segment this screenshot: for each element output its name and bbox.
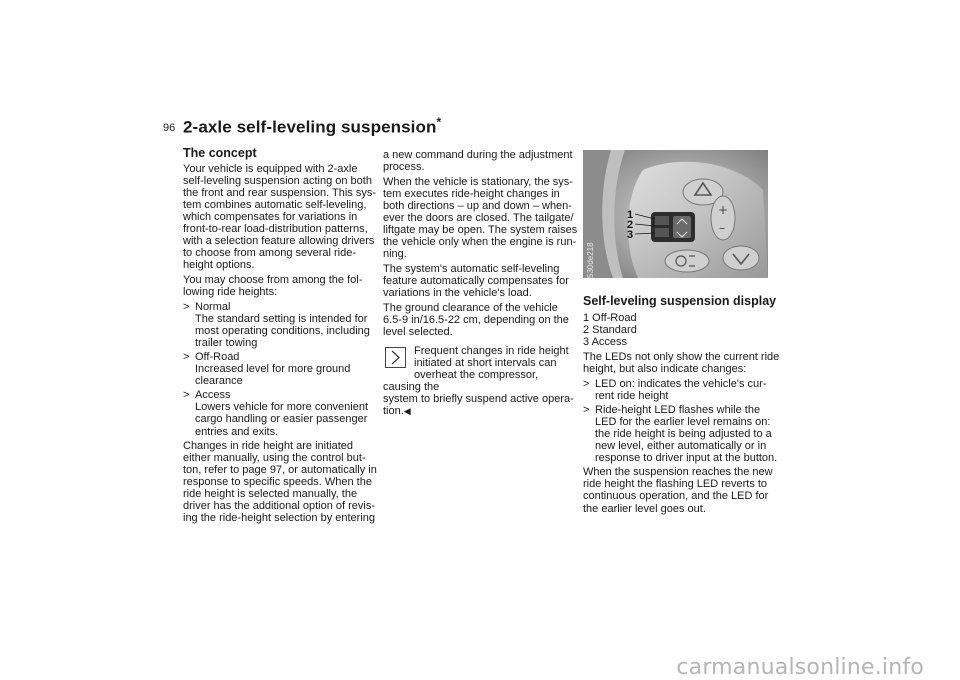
list-item-normal: > Normal The standard setting is intended for most operating conditions, including trailer towing xyxy=(183,300,370,349)
svg-text:–: – xyxy=(719,221,725,235)
page-title xyxy=(183,115,441,138)
changes-paragraph: Changes in ride height are initiated either manually, using the control but- ton, refer to page 97, or automatically in response to specific speeds. When the ride height is selected manually, the driver has the additional option of revis- ing the ride-height selection by entering xyxy=(183,439,377,525)
page-number: 96 xyxy=(163,122,176,134)
end-of-note-icon: ◀ xyxy=(403,406,411,417)
bullet-arrow-icon: > xyxy=(183,351,190,363)
bullet-arrow-icon: > xyxy=(183,300,190,313)
display-item-access: 3 Access xyxy=(583,336,628,349)
final-paragraph: When the suspension reaches the new ride height the flashing LED reverts to continuous operation, and the LED for the earlier level goes out. xyxy=(583,466,773,515)
bullet-arrow-icon: > xyxy=(183,389,190,402)
concept-intro: Your vehicle is equipped with 2-axle self-leveling suspension acting on both the front and rear suspension. This sys- tem combines automatic self-leveling, which compensates for variations in front-to-rear load-distribution patterns, with a selection feature allowing drivers to choose from among several ride- height options. xyxy=(183,162,377,272)
svg-text:+: + xyxy=(718,203,729,217)
leds-paragraph: The LEDs not only show the current ride height, but also indicate changes: xyxy=(583,350,780,375)
bullet-arrow-icon: > xyxy=(583,377,590,390)
steering-wheel-controls-illustration xyxy=(583,150,768,278)
choose-paragraph: You may choose from among the fol- lowing ride heights: xyxy=(183,273,363,299)
section-heading-concept: The concept xyxy=(183,146,257,160)
control-panel-photo xyxy=(583,150,768,278)
section-heading-display: Self-leveling suspension display xyxy=(583,294,777,308)
optional-equipment-star: * xyxy=(436,115,442,129)
column-middle xyxy=(383,149,579,417)
watermark-text: carmanualsonline.info xyxy=(676,655,924,680)
photo-code: 530de218 xyxy=(586,242,595,278)
auto-leveling-paragraph: The system's automatic self-leveling feature automatically compensates for variations in the vehicle's load. xyxy=(383,262,569,300)
adjustment-paragraph: a new command during the adjustment process. xyxy=(383,149,573,174)
caution-note: Frequent changes in ride height initiated at short intervals can overheat the compressor, causing the system to briefly suspend active opera- tion.◀ xyxy=(383,344,574,418)
list-item-led-on: > LED on: indicates the vehicle's cur- rent ride height xyxy=(583,377,767,402)
page-title-text: 2-axle self-leveling suspension xyxy=(183,117,437,137)
note-arrow-icon xyxy=(385,347,406,368)
photo-label-2: 2 xyxy=(627,219,634,231)
display-item-standard: 2 Standard xyxy=(583,324,637,337)
ground-clearance-paragraph: The ground clearance of the vehicle 6.5-9 in/16.5-22 cm, depending on the level selected. xyxy=(383,301,569,338)
stationary-paragraph: When the vehicle is stationary, the sys- tem executes ride-height changes in both directions – up and down – when- ever the doors are closed. The tailgate/ liftgate may be open. The system raises the vehicle only when the engine is run- ning. xyxy=(383,175,578,261)
column-display xyxy=(583,294,781,517)
display-item-off-road: 1 Off-Road xyxy=(583,312,637,325)
list-item-off-road: > Off-Road Increased level for more ground clearance xyxy=(183,351,351,388)
column-concept xyxy=(183,147,378,527)
photo-label-3: 3 xyxy=(627,229,634,241)
photo-label-1: 1 xyxy=(627,209,634,221)
list-item-access: > Access Lowers vehicle for more convenient cargo handling or easier passenger entries and exits. xyxy=(183,389,369,438)
display-items xyxy=(583,312,781,348)
list-item-led-flashes: > Ride-height LED flashes while the LED for the earlier level remains on: the ride height is being adjusted to a new level, either automatically or in response to driver input at the button. xyxy=(583,403,778,465)
bullet-arrow-icon: > xyxy=(583,403,590,416)
